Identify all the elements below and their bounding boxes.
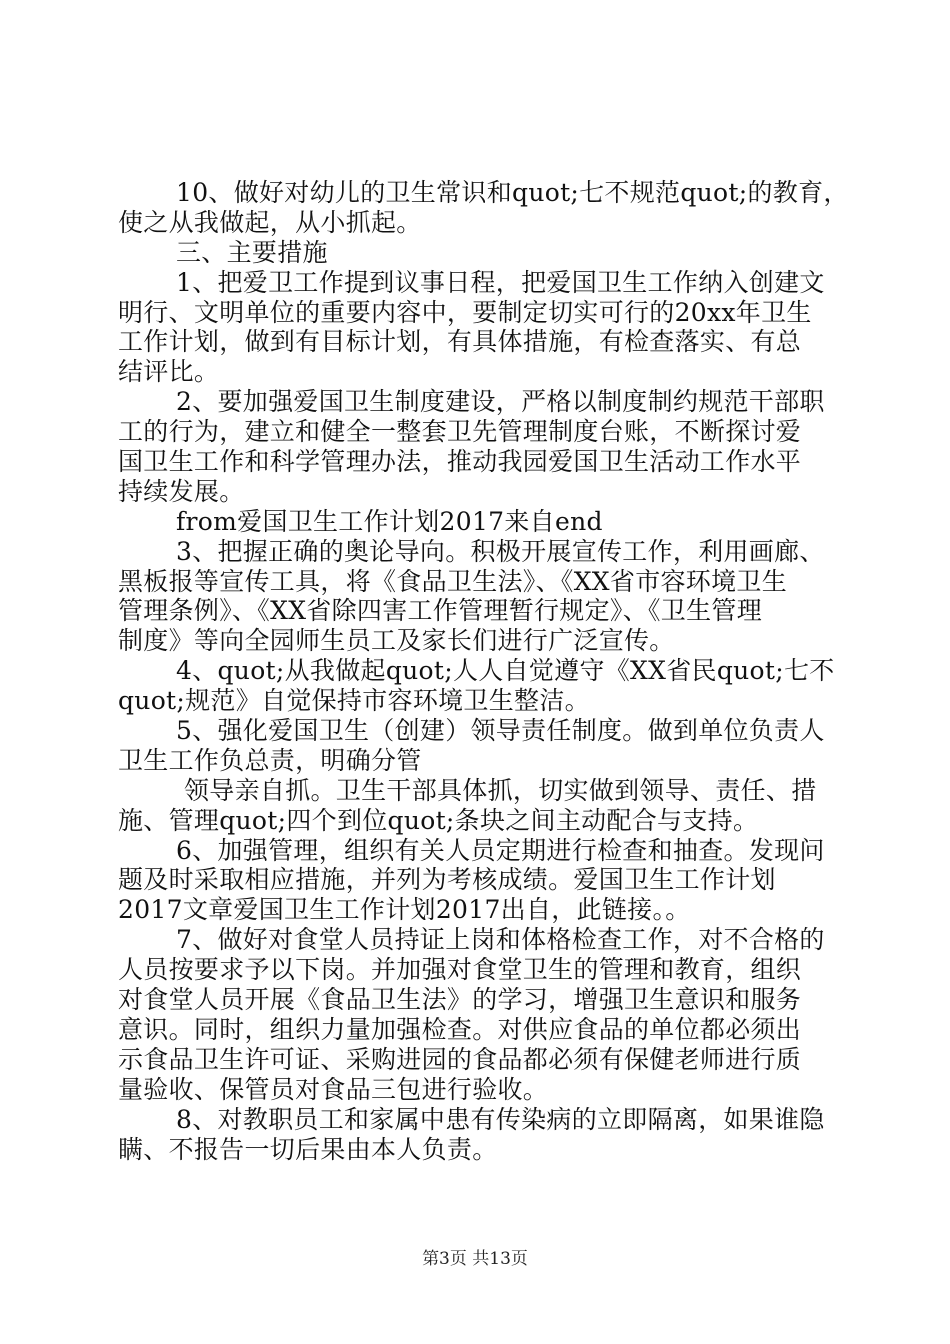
paragraph-line: 2、要加强爱国卫生制度建设，严格以制度制约规范干部职 xyxy=(176,387,825,417)
paragraph-line: 2017文章爱国卫生工作计划2017出自，此链接。。 xyxy=(118,895,691,925)
paragraph-line: 管理条例》、《XX省除四害工作管理暂行规定》、《卫生管理 xyxy=(118,596,762,626)
paragraph-line: 6、加强管理，组织有关人员定期进行检查和抽查。发现问 xyxy=(176,835,825,865)
paragraph-line: 明行、文明单位的重要内容中，要制定切实可行的20xx年卫生 xyxy=(118,297,812,327)
paragraph-line: 10、做好对幼儿的卫生常识和quot;七不规范quot;的教育， xyxy=(176,178,849,207)
paragraph-line: 8、对教职员工和家属中患有传染病的立即隔离，如果谁隐 xyxy=(176,1104,825,1134)
paragraph-line: 黑板报等宣传工具，将《食品卫生法》、《XX省市容环境卫生 xyxy=(118,566,787,596)
paragraph-line: 示食品卫生许可证、采购进园的食品都必须有保健老师进行质 xyxy=(118,1044,802,1074)
paragraph-line: 人员按要求予以下岗。并加强对食堂卫生的管理和教育，组织 xyxy=(118,955,802,985)
paragraph-line: 国卫生工作和科学管理办法，推动我园爱国卫生活动工作水平 xyxy=(118,447,802,477)
paragraph-line: 对食堂人员开展《食品卫生法》的学习，增强卫生意识和服务 xyxy=(118,985,802,1015)
paragraph-line: 5、强化爱国卫生（创建）领导责任制度。做到单位负责人 xyxy=(176,716,825,746)
paragraph-line: 题及时采取相应措施，并列为考核成绩。爱国卫生工作计划 xyxy=(118,865,776,895)
paragraph-line: 意识。同时，组织力量加强检查。对供应食品的单位都必须出 xyxy=(118,1014,802,1044)
section-heading: 三、主要措施 xyxy=(176,237,328,267)
paragraph-line: 工作计划，做到有目标计划，有具体措施，有检查落实、有总 xyxy=(118,327,802,357)
paragraph-line: 卫生工作负总责，明确分管 xyxy=(118,745,422,775)
paragraph-line: 结评比。 xyxy=(118,357,220,387)
document-body xyxy=(118,178,849,1164)
paragraph-line: quot;规范》自觉保持市容环境卫生整洁。 xyxy=(118,686,590,716)
paragraph-line: 使之从我做起，从小抓起。 xyxy=(118,207,422,237)
paragraph-line: 瞒、不报告一切后果由本人负责。 xyxy=(118,1134,498,1164)
paragraph-line: 7、做好对食堂人员持证上岗和体格检查工作，对不合格的 xyxy=(176,925,825,955)
paragraph-line: 工的行为，建立和健全一整套卫先管理制度台账，不断探讨爱 xyxy=(118,417,802,447)
paragraph-line: 4、quot;从我做起quot;人人自觉遵守《XX省民quot;七不 xyxy=(176,656,835,686)
paragraph-line: 量验收、保管员对食品三包进行验收。 xyxy=(118,1074,549,1104)
paragraph-line: 施、管理quot;四个到位quot;条块之间主动配合与支持。 xyxy=(118,805,759,835)
paragraph-line: 3、把握正确的奥论导向。积极开展宣传工作，利用画廊、 xyxy=(176,536,825,566)
page-number-footer: 第3页 共13页 xyxy=(422,1249,528,1269)
paragraph-line: 1、把爱卫工作提到议事日程，把爱国卫生工作纳入创建文 xyxy=(176,267,825,297)
paragraph-line: 领导亲自抓。卫生干部具体抓，切实做到领导、责任、措 xyxy=(184,775,817,805)
paragraph-line: 制度》等向全园师生员工及家长们进行广泛宣传。 xyxy=(118,626,675,656)
paragraph-line: from爱国卫生工作计划2017来自end xyxy=(176,506,603,536)
paragraph-line: 持续发展。 xyxy=(118,476,245,506)
